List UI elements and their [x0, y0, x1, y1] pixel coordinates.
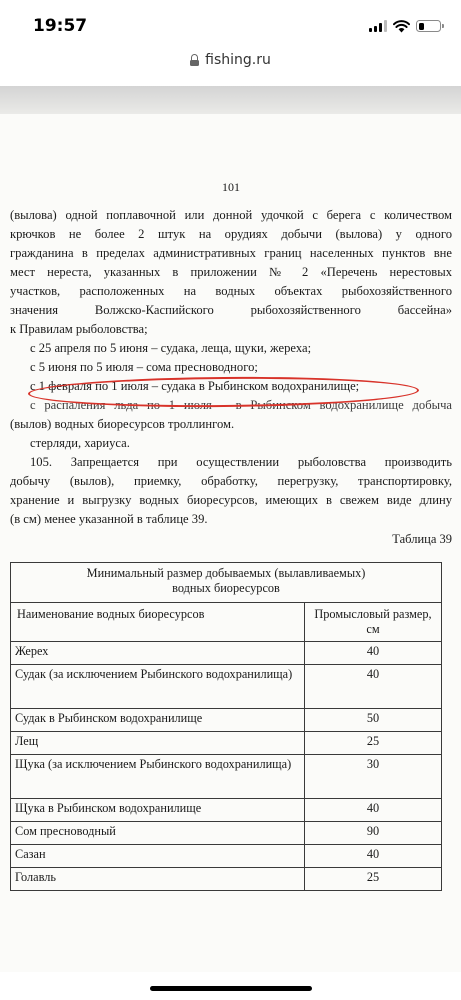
status-time: 19:57 — [33, 16, 88, 36]
period-line: с 25 апреля по 5 июня – судака, леща, щуки, жереха; — [30, 341, 312, 355]
period-line: с 5 июня по 5 июля – сома пресноводного; — [30, 360, 258, 374]
page-number: 101 — [222, 180, 240, 194]
text-line: 105. Запрещается при осуществлении рыболовства производить — [30, 455, 452, 469]
text-line: гражданина в пределах административных границ населенных пунктов вне — [10, 246, 452, 260]
table-row: Голавль 25 — [11, 868, 442, 891]
wifi-icon — [393, 20, 410, 33]
lock-icon — [190, 54, 199, 66]
address-bar[interactable] — [0, 44, 461, 76]
table-title: Минимальный размер добываемых (вылавливаемых) водных биоресурсов — [11, 563, 442, 603]
table-row: Сазан 40 — [11, 845, 442, 868]
column-header-size: Промысловый размер, см — [305, 603, 442, 642]
home-indicator[interactable] — [150, 986, 312, 991]
table-row: Лещ 25 — [11, 732, 442, 755]
period-line-highlighted: с 1 февраля по 1 июля – судака в Рыбинском водохранилище; — [30, 379, 360, 393]
paper-page — [0, 114, 461, 972]
text-line: крючков не более 2 штук на орудиях добычи (вылова) у одного — [10, 227, 452, 241]
table-row: Щука в Рыбинском водохранилище 40 — [11, 799, 442, 822]
period-line: с распаления льда по 1 июля – в Рыбинском водохранилище добыча — [30, 398, 452, 412]
text-line: мест нереста, указанных в приложении № 2 «Перечень нерестовых — [10, 265, 452, 279]
document-photo — [0, 86, 461, 972]
paragraph-104 — [10, 206, 452, 453]
period-line: (вылов) водных биоресурсов троллингом. — [10, 417, 235, 431]
cellular-signal-icon — [369, 20, 387, 32]
url-text: fishing.ru — [205, 52, 271, 68]
text-line: участков, расположенных на водных объектах рыбохозяйственного — [10, 284, 452, 298]
column-header-name: Наименование водных биоресурсов — [11, 603, 305, 642]
text-line: (вылова) одной поплавочной или донной удочкой с берега с количеством — [10, 208, 452, 222]
table-row: Щука (за исключением Рыбинского водохранилища) 30 — [11, 755, 442, 799]
battery-icon — [416, 20, 441, 32]
text-line: хранение и выгрузку водных биоресурсов, имеющих в свежем виде длину — [10, 493, 452, 507]
status-bar — [0, 0, 461, 44]
table-caption: Таблица 39 — [392, 532, 452, 546]
text-line: (в см) менее указанной в таблице 39. — [10, 512, 208, 526]
text-line: значения Волжско-Каспийского рыбохозяйственного бассейна» — [10, 303, 452, 317]
min-size-table — [10, 562, 442, 891]
period-line: стерляди, хариуса. — [30, 436, 130, 450]
table-row: Судак в Рыбинском водохранилище 50 — [11, 709, 442, 732]
text-line: к Правилам рыболовства; — [10, 322, 148, 336]
table-row: Сом пресноводный 90 — [11, 822, 442, 845]
status-icons — [369, 19, 441, 33]
table-row: Жерех 40 — [11, 642, 442, 665]
table-row: Судак (за исключением Рыбинского водохранилища) 40 — [11, 665, 442, 709]
paragraph-105 — [10, 453, 452, 529]
text-line: добычу (вылов), приемку, обработку, перегрузку, транспортировку, — [10, 474, 452, 488]
